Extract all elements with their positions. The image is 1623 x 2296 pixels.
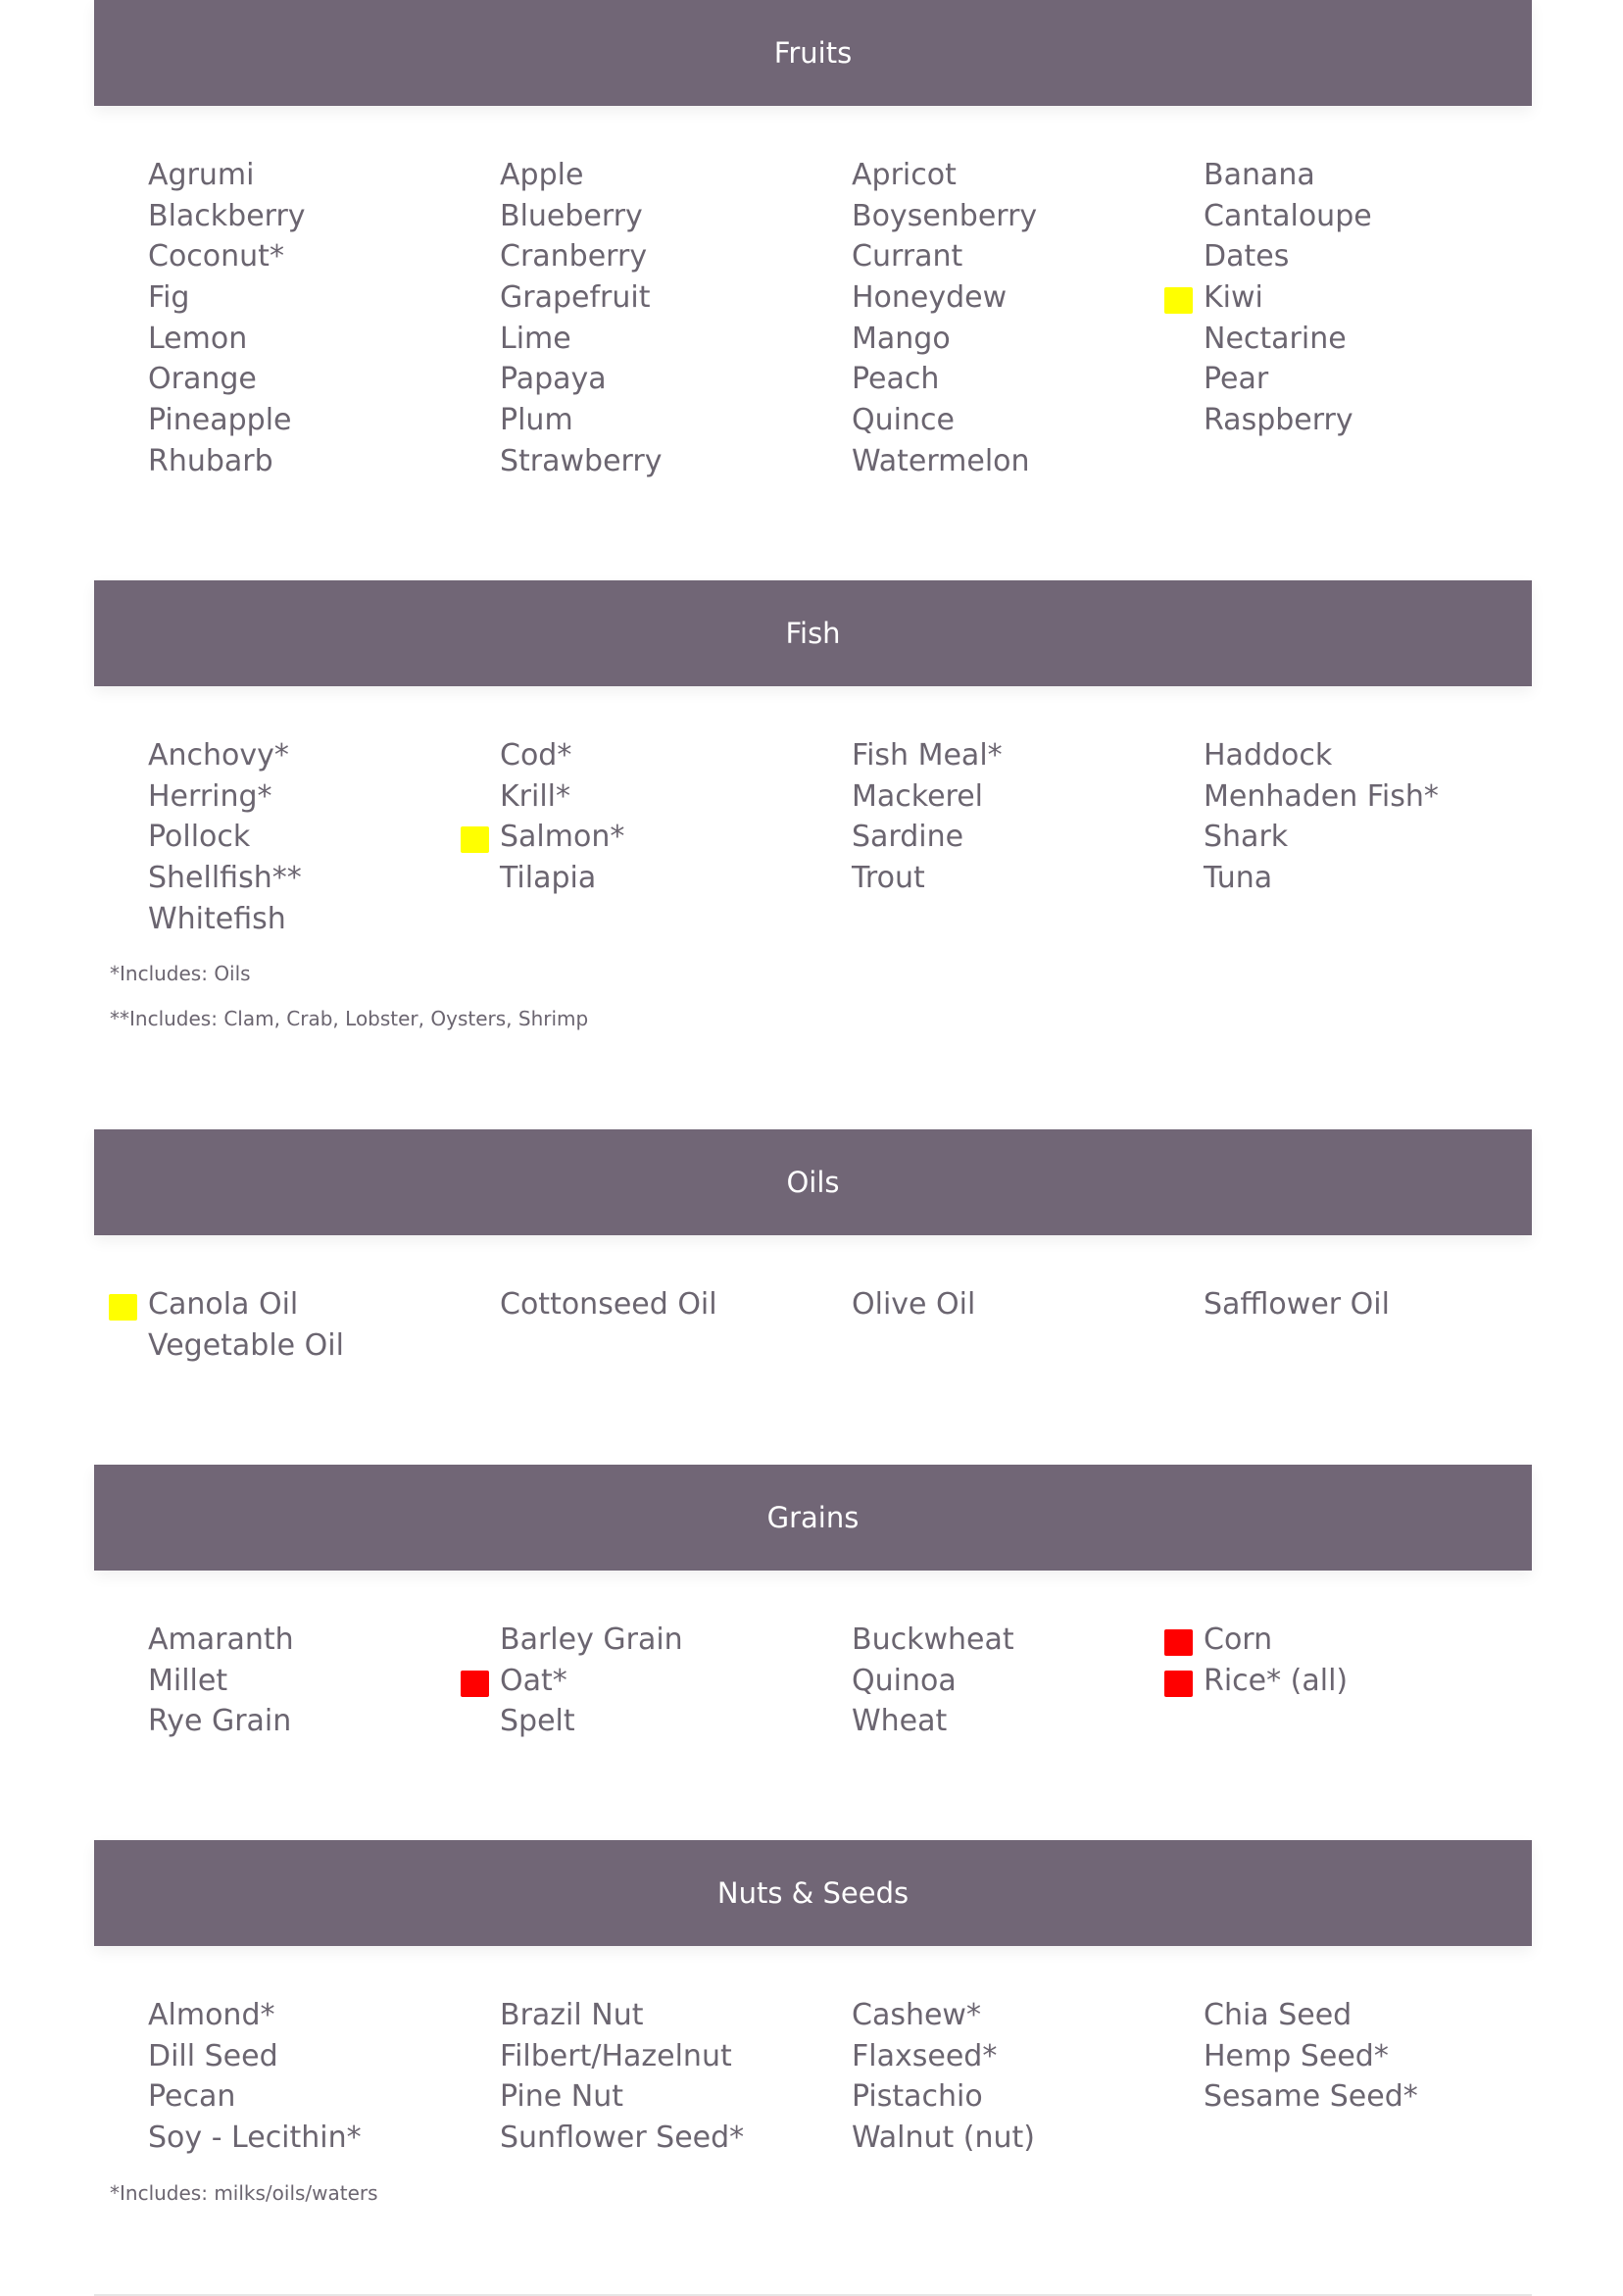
item-label: Fish Meal* [852, 738, 1003, 773]
list-item [1204, 400, 1555, 441]
list-item [148, 236, 500, 277]
list-item [1204, 155, 1555, 196]
item-label: Sesame Seed* [1204, 2079, 1418, 2115]
list-item [852, 858, 1204, 899]
item-label: Haddock [1204, 738, 1333, 773]
list-item [852, 735, 1204, 776]
red-marker-icon [1164, 1671, 1193, 1697]
list-item [852, 1284, 1204, 1325]
item-label: Honeydew [852, 280, 1008, 316]
item-label: Blackberry [148, 198, 306, 233]
item-label: Lemon [148, 321, 248, 356]
item-label: Coconut* [148, 239, 284, 275]
list-item [852, 1701, 1204, 1742]
list-item [852, 1995, 1204, 2036]
item-grid [94, 155, 1532, 482]
item-label: Sardine [852, 820, 964, 855]
item-label: Quince [852, 403, 955, 438]
item-label: Tuna [1204, 861, 1273, 896]
item-label: Barley Grain [500, 1622, 683, 1657]
list-item [852, 319, 1204, 360]
item-label: Peach [852, 362, 940, 397]
item-label: Cranberry [500, 239, 648, 275]
list-item [500, 776, 852, 818]
list-item [500, 2076, 852, 2118]
yellow-marker-icon [109, 1294, 137, 1321]
list-item [1204, 858, 1555, 899]
list-item [148, 858, 500, 899]
list-item [1204, 236, 1555, 277]
item-grid [94, 1995, 1532, 2159]
list-item [500, 441, 852, 482]
section-title: Fruits [773, 36, 853, 70]
item-label: Amaranth [148, 1622, 294, 1657]
section-fruits [94, 0, 1532, 482]
item-label: Strawberry [500, 443, 663, 478]
item-label: Wheat [852, 1704, 948, 1739]
item-label: Dill Seed [148, 2038, 278, 2073]
item-label: Quinoa [852, 1663, 957, 1698]
item-label: Anchovy* [148, 738, 289, 773]
item-label: Papaya [500, 362, 607, 397]
list-item [852, 196, 1204, 237]
list-item [148, 899, 500, 940]
item-label: Cashew* [852, 1998, 981, 2032]
item-label: Banana [1204, 158, 1315, 192]
list-item [852, 155, 1204, 196]
item-label: Menhaden Fish* [1204, 778, 1439, 814]
list-item [500, 1995, 852, 2036]
item-label: Hemp Seed* [1204, 2038, 1389, 2073]
list-item [852, 2076, 1204, 2118]
item-label: Lime [500, 321, 571, 356]
footnote: **Includes: Clam, Crab, Lobster, Oysters, Shrimp [110, 1007, 589, 1031]
item-label: Trout [852, 861, 925, 896]
section-nuts-seeds [94, 1840, 1532, 2225]
item-label: Agrumi [148, 158, 255, 192]
item-label: Millet [148, 1663, 228, 1698]
item-label: Pine Nut [500, 2079, 623, 2115]
item-label: Grapefruit [500, 280, 651, 316]
list-item [500, 277, 852, 319]
list-item [500, 400, 852, 441]
item-label: Cod* [500, 738, 572, 773]
list-item [1204, 2076, 1555, 2118]
section-header [94, 1129, 1532, 1235]
item-label: Pear [1204, 362, 1269, 397]
list-item [1204, 1995, 1555, 2036]
section-header [94, 0, 1532, 106]
list-item [852, 277, 1204, 319]
list-item [500, 359, 852, 400]
section-oils [94, 1129, 1532, 1366]
list-item [148, 2036, 500, 2077]
item-label: Shark [1204, 820, 1289, 855]
list-item [500, 236, 852, 277]
item-label: Chia Seed [1204, 1998, 1352, 2032]
footnotes [94, 2180, 1532, 2206]
item-label: Pollock [148, 820, 251, 855]
footnote: *Includes: milks/oils/waters [110, 2180, 378, 2205]
section-header [94, 580, 1532, 686]
list-item [148, 1284, 500, 1325]
list-item [500, 1284, 852, 1325]
list-item [148, 2076, 500, 2118]
red-marker-icon [461, 1671, 489, 1697]
item-label: Fig [148, 280, 190, 316]
item-label: Safflower Oil [1204, 1287, 1390, 1322]
item-label: Orange [148, 362, 257, 397]
section-title: Nuts & Seeds [716, 1876, 910, 1910]
item-grid [94, 735, 1532, 939]
list-item [148, 1661, 500, 1702]
item-label: Pecan [148, 2079, 236, 2115]
item-label: Rice* (all) [1204, 1663, 1349, 1698]
item-label: Almond* [148, 1998, 275, 2032]
list-item [1204, 2036, 1555, 2077]
item-label: Rhubarb [148, 443, 273, 478]
list-item [148, 1995, 500, 2036]
item-label: Watermelon [852, 443, 1030, 478]
item-label: Flaxseed* [852, 2038, 998, 2073]
list-item [500, 735, 852, 776]
item-label: Buckwheat [852, 1622, 1014, 1657]
list-item [500, 1701, 852, 1742]
list-item [852, 400, 1204, 441]
footnote: *Includes: Oils [110, 962, 251, 986]
item-label: Cottonseed Oil [500, 1287, 717, 1322]
list-item [148, 441, 500, 482]
item-label: Dates [1204, 239, 1290, 275]
item-label: Pineapple [148, 403, 292, 438]
item-label: Spelt [500, 1704, 575, 1739]
item-label: Whitefish [148, 901, 286, 936]
item-label: Plum [500, 403, 573, 438]
list-item [852, 2118, 1204, 2159]
list-item [1204, 735, 1555, 776]
list-item [1204, 319, 1555, 360]
item-label: Pistachio [852, 2079, 983, 2115]
list-item [500, 1661, 852, 1702]
item-label: Cantaloupe [1204, 198, 1372, 233]
item-label: Boysenberry [852, 198, 1038, 233]
section-header [94, 1465, 1532, 1571]
list-item [852, 1661, 1204, 1702]
item-grid [94, 1284, 1532, 1366]
section-title: Oils [786, 1166, 840, 1199]
list-item [852, 441, 1204, 482]
list-item [852, 359, 1204, 400]
list-item [1204, 359, 1555, 400]
list-item [852, 776, 1204, 818]
section-fish [94, 580, 1532, 1051]
item-label: Salmon* [500, 820, 625, 855]
item-label: Oat* [500, 1663, 567, 1698]
item-label: Rye Grain [148, 1704, 292, 1739]
item-label: Sunflower Seed* [500, 2121, 745, 2156]
list-item [852, 1620, 1204, 1661]
list-item [500, 858, 852, 899]
list-item [148, 359, 500, 400]
list-item [148, 400, 500, 441]
item-label: Krill* [500, 778, 571, 814]
item-label: Corn [1204, 1622, 1273, 1657]
item-label: Canola Oil [148, 1287, 299, 1322]
item-label: Filbert/Hazelnut [500, 2038, 732, 2073]
list-item [1204, 1620, 1555, 1661]
item-label: Raspberry [1204, 403, 1353, 438]
item-label: Walnut (nut) [852, 2121, 1035, 2156]
list-item [148, 1701, 500, 1742]
item-label: Shellfish** [148, 861, 302, 896]
list-item [1204, 277, 1555, 319]
footnotes [94, 961, 1532, 1031]
list-item [500, 2118, 852, 2159]
list-item [500, 2036, 852, 2077]
list-item [148, 277, 500, 319]
item-label: Herring* [148, 778, 272, 814]
item-label: Brazil Nut [500, 1998, 644, 2032]
yellow-marker-icon [1164, 287, 1193, 314]
list-item [148, 1620, 500, 1661]
section-header [94, 1840, 1532, 1946]
section-grains [94, 1465, 1532, 1742]
item-label: Currant [852, 239, 963, 275]
list-item [1204, 776, 1555, 818]
list-item [500, 196, 852, 237]
item-label: Blueberry [500, 198, 643, 233]
item-label: Tilapia [500, 861, 597, 896]
list-item [148, 776, 500, 818]
list-item [500, 155, 852, 196]
list-item [148, 196, 500, 237]
list-item [852, 817, 1204, 858]
list-item [500, 319, 852, 360]
item-label: Mackerel [852, 778, 983, 814]
yellow-marker-icon [461, 826, 489, 853]
item-label: Apple [500, 158, 584, 192]
list-item [148, 1325, 500, 1367]
list-item [1204, 1661, 1555, 1702]
list-item [148, 735, 500, 776]
list-item [852, 2036, 1204, 2077]
list-item [500, 817, 852, 858]
item-label: Soy - Lecithin* [148, 2121, 362, 2156]
item-label: Mango [852, 321, 951, 356]
item-label: Nectarine [1204, 321, 1347, 356]
section-title: Grains [766, 1501, 860, 1534]
list-item [1204, 196, 1555, 237]
item-label: Kiwi [1204, 280, 1263, 316]
item-label: Vegetable Oil [148, 1327, 344, 1363]
list-item [1204, 1284, 1555, 1325]
list-item [852, 236, 1204, 277]
list-item [148, 2118, 500, 2159]
list-item [148, 319, 500, 360]
list-item [1204, 817, 1555, 858]
list-item [500, 1620, 852, 1661]
item-label: Apricot [852, 158, 957, 192]
list-item [148, 817, 500, 858]
item-grid [94, 1620, 1532, 1742]
item-label: Olive Oil [852, 1287, 976, 1322]
red-marker-icon [1164, 1629, 1193, 1656]
section-title: Fish [785, 617, 841, 650]
list-item [148, 155, 500, 196]
